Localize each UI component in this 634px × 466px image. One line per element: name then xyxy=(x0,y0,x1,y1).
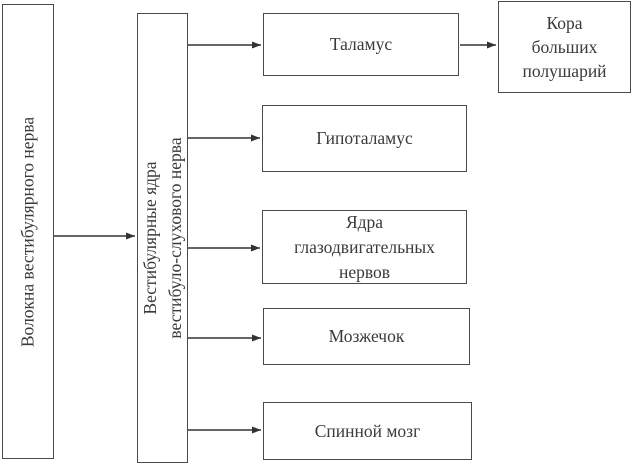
node-label xyxy=(294,210,435,285)
node-label: Мозжечок xyxy=(328,326,405,346)
node-spinal-cord xyxy=(263,402,472,460)
node-label-line: полушарий xyxy=(522,61,607,81)
node-label: Таламус xyxy=(329,34,393,54)
node-label-line: Ядра xyxy=(345,211,384,232)
node-vestibular-nuclei xyxy=(137,13,188,463)
node-label: Волокна вестибулярного нерва xyxy=(17,116,38,347)
node-hypothalamus xyxy=(262,105,467,172)
node-label-line: больших xyxy=(531,37,598,57)
node-label-line: вестибуло-слухового нерва xyxy=(164,137,185,339)
node-label: Спинной мозг xyxy=(314,420,421,441)
node-oculomotor-nuclei xyxy=(262,210,467,284)
node-thalamus xyxy=(263,13,459,76)
node-label-line: глазодвигательных xyxy=(294,236,435,257)
node-label-line: нервов xyxy=(338,261,391,282)
node-label-line: Кора xyxy=(546,13,583,33)
node-cerebellum xyxy=(263,308,470,365)
node-label-line: Вестибулярные ядра xyxy=(139,161,160,315)
node-label xyxy=(138,137,188,338)
node-cerebral-cortex xyxy=(498,1,631,93)
node-vestibular-nerve-fibers xyxy=(2,4,54,459)
node-label: Гипоталамус xyxy=(316,128,413,148)
node-label xyxy=(522,11,606,83)
